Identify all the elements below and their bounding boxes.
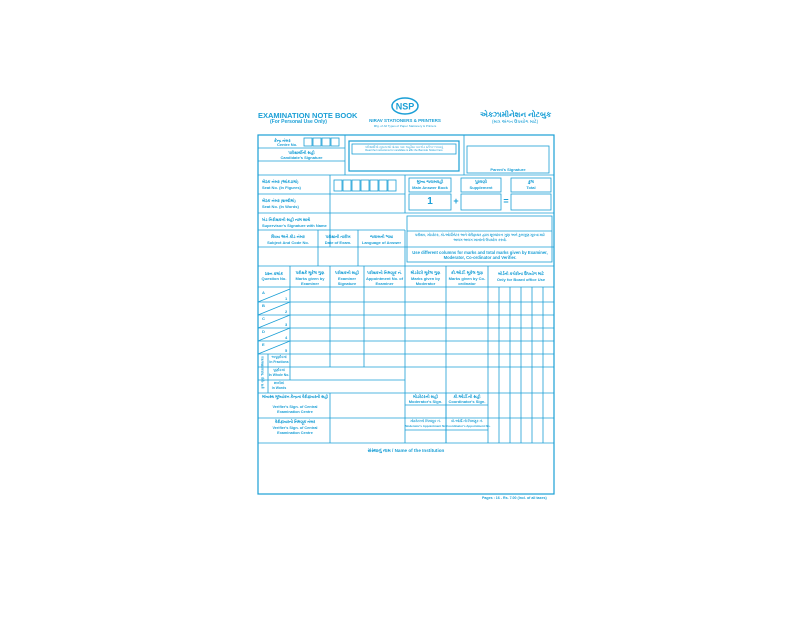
subject-gu: વિષય અને કોડ નંબર xyxy=(271,234,305,239)
hdr-examiner-sign-en: Examiner Signature xyxy=(337,276,357,286)
q-num-5: 5 xyxy=(285,348,288,353)
hdr-question-gu: પ્રશ્ન ક્રમાંક xyxy=(264,271,284,276)
subject-en: Subject And Code No. xyxy=(267,240,309,245)
coord-sign-en: Coordinator's Sign. xyxy=(448,399,486,404)
hdr-examiner-sign-gu: પરીક્ષકની સહી xyxy=(335,270,359,275)
verifier-sign-gu: મધ્યસ્થ મૂલ્યાંકન કેન્દ્રના વેરીફાયરની સહી xyxy=(262,395,328,399)
logo xyxy=(390,96,420,116)
coord-sign-gu: કો-ઓર્ડી.ની સહી xyxy=(453,394,481,399)
hdr-appt-gu: પરીક્ષકનો નિમણૂક નં. xyxy=(367,270,402,275)
fractions-gu: અપૂર્ણાંકમાં xyxy=(271,355,287,359)
hdr-board-en: Only for Board office Use xyxy=(496,277,546,282)
coord-appt-gu: કો-ઓર્ડી.નો નિમણૂક નં. xyxy=(450,419,484,423)
seat-words-gu: બેઠક નંબર (શબ્દોમાં) xyxy=(262,198,296,203)
main-value: 1 xyxy=(427,196,433,207)
main-en: Main Answer Book xyxy=(412,185,448,190)
title-en: EXAMINATION NOTE BOOK xyxy=(258,111,358,120)
q-letter-b: B xyxy=(262,303,265,308)
mod-sign-gu: મોડરેટરની સહી xyxy=(413,394,438,399)
plus-sign: + xyxy=(453,196,459,206)
logo-icon xyxy=(390,96,420,116)
supp-en: Supplement xyxy=(469,185,493,190)
hdr-moderator-en: Marks given by Moderator xyxy=(411,276,440,286)
institution-label: સંસ્થાનું નામ / Name of the Institution xyxy=(367,448,445,453)
footer-price: Pages : 16 - Rs. 7.00 (Incl. of all taxes) xyxy=(482,496,547,500)
total-marks-side: કુલ ગુણ Total Marks xyxy=(260,356,265,389)
brand-name: NIRAV STATIONERS & PRINTERS xyxy=(369,118,441,123)
date-en: Date of Exam. xyxy=(324,240,352,245)
centre-gu: કેન્દ્ર નંબર xyxy=(274,138,291,143)
hdr-marks-examiner-en: Marks given by Examiner xyxy=(295,276,325,286)
hdr-coordinator-en: Marks given by Co-ordinator xyxy=(448,276,486,286)
hdr-question-en: Question No. xyxy=(261,276,287,281)
lang-en: Language of Answer xyxy=(361,240,402,245)
date-gu: પરીક્ષાની તારીખ xyxy=(325,234,351,239)
hdr-appt-en: Appointment No. of Examiner xyxy=(365,276,404,286)
lang-gu: જવાબની ભાષા xyxy=(369,234,394,239)
q-letter-a: A xyxy=(262,290,265,295)
seat-fig-gu: બેઠક નંબર (આંકડામાં) xyxy=(262,179,299,184)
note-gu: પરીક્ષક, મોડરેટર, કો-ઓર્ડીનેટર અને વેરીફાયર દ્વારા મૂલ્યાંકન ગુણ અને કુલગુણ મૂકવા માટે અલગ અલગ ખાનાંનો ઉપયોગ કરવો. xyxy=(414,233,546,242)
seat-fig-en: Seat No. (In Figures) xyxy=(262,185,301,190)
mod-appt-gu: મોડરેટરનો નિમણૂક નં. xyxy=(410,419,441,423)
verifier-sign-en: Verifier's Sign. of Central Examination Centre xyxy=(272,405,318,414)
mod-sign-en: Moderator's Sign. xyxy=(408,399,443,404)
mod-appt-en: Moderator's Appointment No. xyxy=(405,424,447,428)
q-num-3: 3 xyxy=(285,322,288,327)
hdr-moderator-gu: મોડરેટરે મૂકેલ ગુણ xyxy=(410,270,441,275)
brand-sub: Mfg. of All Types of Paper Stationery & Printers xyxy=(373,124,437,128)
total-en: Total xyxy=(526,185,536,190)
main-gu: મુખ્ય જવાબવહી xyxy=(416,179,444,184)
barcode-note-en: Read the Instructions for candidate & affix the Barcode Sticker here xyxy=(365,149,443,152)
supervisor-gu: ખંડ નિરીક્ષકની સહી નામ સાથે xyxy=(262,217,311,222)
q-num-2: 2 xyxy=(285,309,288,314)
whole-gu: પૂર્ણાંકમાં xyxy=(273,368,285,372)
fractions-en: In Fractions xyxy=(269,360,289,364)
verifier-appt-en: Verifier's Sign. of Central Examination Centre xyxy=(272,426,318,435)
supervisor-en: Supervisor's Signature with Name xyxy=(262,223,327,228)
svg-text:NSP: NSP xyxy=(395,101,415,112)
centre-en: Centre No. xyxy=(277,142,298,147)
barcode-note-gu: પરીક્ષાર્થીએ સૂચનાઓ વાંચ્યા બાદ અહીંયા બારકોડ સ્ટીકર લગાડવું xyxy=(364,145,444,149)
q-letter-c: C xyxy=(262,316,265,321)
words-gu: શબ્દોમાં xyxy=(273,381,285,385)
note-en: Use different columns for marks and total marks given by Examiner, Moderator, Co-ordinator and Verifier. xyxy=(412,250,548,260)
hdr-marks-examiner-gu: પરીક્ષકે મૂકેલ ગુણ xyxy=(295,270,325,275)
seat-words-en: Seat No. (In Words) xyxy=(262,204,299,209)
coord-appt-en: Coordinator's Appointment No. xyxy=(446,424,491,428)
q-letter-e: E xyxy=(262,342,265,347)
subtitle-en: (For Personal Use Only) xyxy=(270,119,327,125)
q-letter-d: D xyxy=(262,329,265,334)
cand-sign-gu: પરીક્ષાર્થીની સહી xyxy=(288,150,315,155)
subtitle-gu: (માત્ર અંગત ઉપયોગ માટે) xyxy=(492,119,539,124)
title-gu: એક્ઝામીનેશન નોટબુક xyxy=(480,110,552,119)
q-num-4: 4 xyxy=(285,335,288,340)
cand-sign-en: Candidate's Signature xyxy=(280,155,323,160)
hdr-coordinator-gu: કો-ઓર્ડી. મૂકેલ ગુણ xyxy=(451,270,483,275)
supp-gu: પુરવણી xyxy=(475,179,487,184)
q-num-1: 1 xyxy=(285,296,288,301)
verifier-appt-gu: વેરીફાયરનો નિમણૂક નંબર xyxy=(274,420,316,424)
hdr-board-gu: બોર્ડની કચેરીના ઉપયોગ માટે xyxy=(497,271,544,276)
parent-sign: Parent's Signature xyxy=(490,167,526,172)
words-en: In Words xyxy=(271,386,287,390)
whole-en: In Whole No. xyxy=(268,373,290,377)
total-gu: કુલ xyxy=(528,179,534,184)
equals-sign: = xyxy=(503,196,509,206)
